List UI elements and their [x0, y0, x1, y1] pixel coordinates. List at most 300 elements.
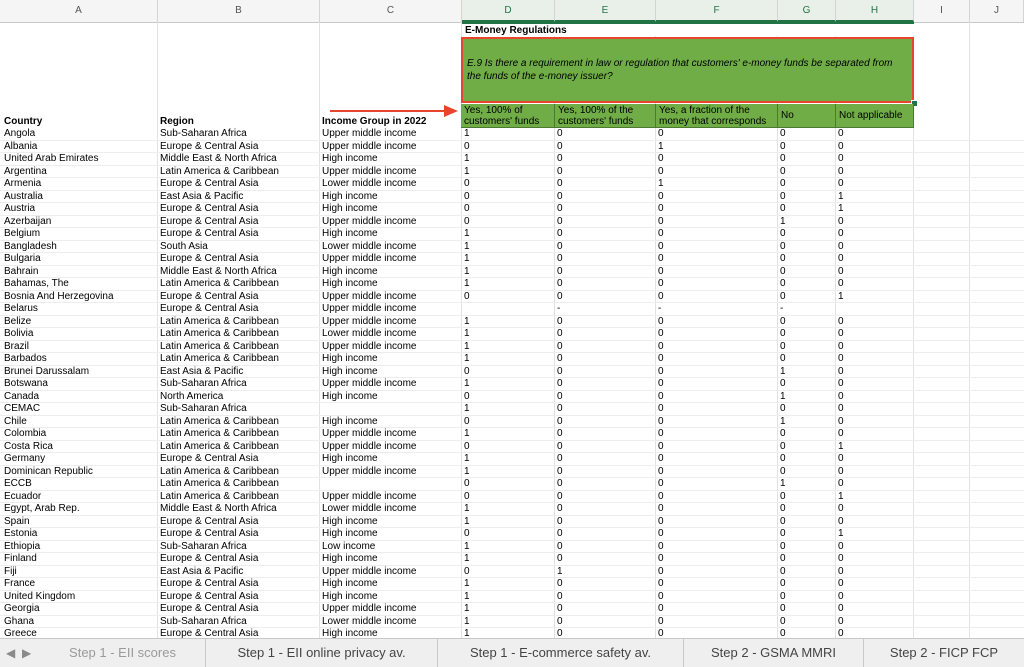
cell-no[interactable]: 0 — [780, 153, 786, 164]
cell-yes-100-customers[interactable]: 1 — [464, 603, 470, 614]
cell-yes-fraction[interactable]: 0 — [658, 228, 664, 239]
tab-scroll-right-icon[interactable]: ▶ — [22, 646, 32, 660]
cell-region[interactable]: Europe & Central Asia — [160, 515, 259, 527]
cell-no[interactable]: 0 — [780, 615, 786, 627]
cell-country[interactable]: Belize — [4, 315, 32, 327]
cell-yes-100-customers[interactable]: 1 — [464, 428, 470, 439]
cell-income-group[interactable]: High income — [322, 515, 378, 527]
cell-region[interactable]: Latin America & Caribbean — [160, 478, 279, 489]
cell-no[interactable]: 0 — [780, 403, 786, 414]
cell-income-group[interactable]: High income — [322, 203, 378, 214]
cell-yes-fraction[interactable]: 0 — [658, 353, 664, 364]
cell-income-group[interactable]: Upper middle income — [322, 253, 417, 264]
cell-yes-100-customers[interactable]: 0 — [464, 478, 470, 489]
cell-no[interactable]: 0 — [780, 278, 786, 289]
cell-yes-100-customers[interactable]: 1 — [464, 340, 470, 352]
cell-region[interactable]: Europe & Central Asia — [160, 253, 259, 264]
cell-yes-100-customers[interactable]: 0 — [464, 215, 470, 227]
cell-no[interactable]: 0 — [780, 228, 786, 239]
cell-country[interactable]: Ghana — [4, 615, 35, 627]
cell-not-applicable[interactable]: 0 — [838, 178, 844, 189]
cell-not-applicable[interactable]: 0 — [838, 140, 844, 152]
cell-no[interactable]: 0 — [780, 440, 786, 452]
cell-yes-100-the-customers[interactable]: 0 — [557, 465, 563, 477]
cell-yes-100-the-customers[interactable]: 0 — [557, 315, 563, 327]
cell-country[interactable]: Australia — [4, 190, 43, 202]
cell-region[interactable]: Europe & Central Asia — [160, 453, 259, 464]
cell-yes-fraction[interactable]: 0 — [658, 465, 664, 477]
cell-income-group[interactable]: High income — [322, 390, 378, 402]
cell-no[interactable]: 0 — [780, 315, 786, 327]
header-income-group[interactable]: Income Group in 2022 — [322, 116, 427, 127]
cell-yes-100-the-customers[interactable]: 0 — [557, 453, 563, 464]
cell-yes-100-the-customers[interactable]: 0 — [557, 528, 563, 539]
cell-region[interactable]: Middle East & North Africa — [160, 153, 277, 164]
cell-not-applicable[interactable]: 0 — [838, 278, 844, 289]
cell-not-applicable[interactable]: 1 — [838, 290, 844, 302]
cell-yes-100-the-customers[interactable]: 0 — [557, 478, 563, 489]
cell-yes-100-the-customers[interactable]: 0 — [557, 378, 563, 389]
cell-yes-100-the-customers[interactable]: 0 — [557, 503, 563, 514]
cell-yes-100-the-customers[interactable]: 0 — [557, 253, 563, 264]
cell-yes-fraction[interactable]: 0 — [658, 553, 664, 564]
cell-region[interactable]: Sub-Saharan Africa — [160, 378, 247, 389]
cell-no[interactable]: 0 — [780, 465, 786, 477]
cell-not-applicable[interactable]: 0 — [838, 165, 844, 177]
cell-not-applicable[interactable]: 0 — [838, 340, 844, 352]
cell-yes-100-customers[interactable]: 1 — [464, 128, 470, 139]
cell-yes-100-customers[interactable]: 1 — [464, 228, 470, 239]
cell-income-group[interactable]: Lower middle income — [322, 615, 417, 627]
cell-income-group[interactable]: High income — [322, 453, 378, 464]
cell-not-applicable[interactable]: 1 — [838, 190, 844, 202]
cell-country[interactable]: Argentina — [4, 165, 47, 177]
cell-income-group[interactable]: High income — [322, 553, 378, 564]
option-header-not-applicable[interactable]: Not applicable — [836, 104, 914, 128]
cell-yes-100-customers[interactable]: 1 — [464, 328, 470, 339]
cell-yes-100-customers[interactable]: 0 — [464, 190, 470, 202]
cell-yes-100-customers[interactable]: 1 — [464, 265, 470, 277]
column-header-e[interactable]: E — [555, 0, 656, 22]
cell-country[interactable]: Bolivia — [4, 328, 34, 339]
cell-income-group[interactable]: Upper middle income — [322, 140, 417, 152]
cell-country[interactable]: Dominican Republic — [4, 465, 93, 477]
cell-country[interactable]: ECCB — [4, 478, 32, 489]
cell-no[interactable]: 0 — [780, 528, 786, 539]
sheet-tab-eii-online-privacy[interactable]: Step 1 - EII online privacy av. — [206, 639, 438, 667]
cell-yes-fraction[interactable]: 0 — [658, 378, 664, 389]
cell-country[interactable]: Ecuador — [4, 490, 42, 502]
cell-income-group[interactable]: Upper middle income — [322, 603, 417, 614]
sheet-tab-gsma-mmri[interactable]: Step 2 - GSMA MMRI — [684, 639, 864, 667]
cell-country[interactable]: France — [4, 578, 36, 589]
cell-yes-100-customers[interactable]: 0 — [464, 440, 470, 452]
cell-yes-100-customers[interactable]: 1 — [464, 553, 470, 564]
cell-yes-100-customers[interactable]: 0 — [464, 528, 470, 539]
cell-not-applicable[interactable]: 0 — [838, 565, 844, 577]
cell-yes-100-the-customers[interactable]: 0 — [557, 340, 563, 352]
cell-region[interactable]: Latin America & Caribbean — [160, 415, 279, 427]
cell-region[interactable]: Europe & Central Asia — [160, 228, 259, 239]
option-header-yes-fraction[interactable]: Yes, a fraction of the money that corresponds — [656, 104, 778, 128]
column-header-d[interactable]: D — [462, 0, 555, 22]
cell-yes-fraction[interactable]: 0 — [658, 278, 664, 289]
cell-income-group[interactable]: Low income — [322, 540, 376, 552]
cell-yes-fraction[interactable]: 0 — [658, 403, 664, 414]
cell-income-group[interactable]: Upper middle income — [322, 165, 417, 177]
cell-no[interactable]: 0 — [780, 240, 786, 252]
cell-not-applicable[interactable]: 0 — [838, 328, 844, 339]
cell-not-applicable[interactable]: 0 — [838, 603, 844, 614]
cell-no[interactable]: 0 — [780, 515, 786, 527]
cell-yes-100-customers[interactable]: 0 — [464, 390, 470, 402]
cell-no[interactable]: 0 — [780, 603, 786, 614]
cell-income-group[interactable]: High income — [322, 528, 378, 539]
cell-no[interactable]: 0 — [780, 565, 786, 577]
cell-region[interactable]: Middle East & North Africa — [160, 265, 277, 277]
header-region[interactable]: Region — [160, 116, 194, 127]
cell-yes-fraction[interactable]: 0 — [658, 390, 664, 402]
cell-region[interactable]: Europe & Central Asia — [160, 590, 259, 602]
cell-no[interactable]: 0 — [780, 353, 786, 364]
cell-region[interactable]: Europe & Central Asia — [160, 628, 259, 638]
cell-country[interactable]: Fiji — [4, 565, 17, 577]
cell-yes-100-customers[interactable]: 1 — [464, 590, 470, 602]
cell-not-applicable[interactable]: 0 — [838, 503, 844, 514]
cell-yes-fraction[interactable]: 0 — [658, 478, 664, 489]
cell-yes-fraction[interactable]: - — [658, 303, 662, 314]
cell-income-group[interactable]: High income — [322, 353, 378, 364]
cell-income-group[interactable]: Lower middle income — [322, 178, 417, 189]
cell-yes-100-customers[interactable]: 0 — [464, 565, 470, 577]
cell-no[interactable]: 0 — [780, 128, 786, 139]
cell-yes-100-customers[interactable]: 1 — [464, 515, 470, 527]
cell-yes-100-the-customers[interactable]: 0 — [557, 490, 563, 502]
cell-country[interactable]: Chile — [4, 415, 27, 427]
cell-no[interactable]: 1 — [780, 415, 786, 427]
cell-region[interactable]: Latin America & Caribbean — [160, 328, 279, 339]
cell-yes-100-customers[interactable]: 0 — [464, 415, 470, 427]
cell-country[interactable]: Finland — [4, 553, 37, 564]
cell-yes-100-customers[interactable]: 0 — [464, 290, 470, 302]
cell-region[interactable]: East Asia & Pacific — [160, 190, 244, 202]
cell-region[interactable]: Sub-Saharan Africa — [160, 403, 247, 414]
cell-region[interactable]: Middle East & North Africa — [160, 503, 277, 514]
cell-country[interactable]: Barbados — [4, 353, 47, 364]
cell-income-group[interactable]: Upper middle income — [322, 465, 417, 477]
cell-yes-100-the-customers[interactable]: 0 — [557, 615, 563, 627]
cell-country[interactable]: Angola — [4, 128, 36, 139]
cell-country[interactable]: United Arab Emirates — [4, 153, 99, 164]
cell-not-applicable[interactable]: 0 — [838, 315, 844, 327]
cell-yes-100-the-customers[interactable]: 0 — [557, 328, 563, 339]
cell-region[interactable]: North America — [160, 390, 224, 402]
cell-yes-fraction[interactable]: 0 — [658, 565, 664, 577]
cell-region[interactable]: Europe & Central Asia — [160, 215, 259, 227]
cell-country[interactable]: Belgium — [4, 228, 41, 239]
cell-yes-100-the-customers[interactable]: 0 — [557, 240, 563, 252]
cell-country[interactable]: Bahamas, The — [4, 278, 69, 289]
cell-not-applicable[interactable]: 0 — [838, 378, 844, 389]
cell-not-applicable[interactable]: 0 — [838, 615, 844, 627]
cell-region[interactable]: Europe & Central Asia — [160, 290, 259, 302]
cell-yes-fraction[interactable]: 0 — [658, 590, 664, 602]
emoney-regulations-title[interactable]: E-Money Regulations — [462, 22, 914, 36]
cell-country[interactable]: Brunei Darussalam — [4, 365, 90, 377]
cell-country[interactable]: CEMAC — [4, 403, 41, 414]
cell-yes-100-the-customers[interactable]: 0 — [557, 190, 563, 202]
cell-country[interactable]: Spain — [4, 515, 30, 527]
cell-not-applicable[interactable]: 0 — [838, 465, 844, 477]
cell-yes-100-customers[interactable]: 1 — [464, 628, 470, 638]
cell-not-applicable[interactable]: 0 — [838, 265, 844, 277]
cell-yes-100-the-customers[interactable]: 0 — [557, 415, 563, 427]
cell-no[interactable]: 1 — [780, 478, 786, 489]
cell-income-group[interactable]: Upper middle income — [322, 490, 417, 502]
header-country[interactable]: Country — [4, 116, 43, 127]
cell-not-applicable[interactable]: 0 — [838, 128, 844, 139]
cell-no[interactable]: 0 — [780, 140, 786, 152]
cell-income-group[interactable]: Upper middle income — [322, 378, 417, 389]
cell-country[interactable]: Bulgaria — [4, 253, 41, 264]
cell-yes-100-the-customers[interactable]: 0 — [557, 540, 563, 552]
cell-yes-100-customers[interactable]: 0 — [464, 490, 470, 502]
option-header-yes-100-the-customers[interactable]: Yes, 100% of the customers' funds — [555, 104, 656, 128]
cell-income-group[interactable]: High income — [322, 190, 378, 202]
cell-not-applicable[interactable]: 0 — [838, 353, 844, 364]
cell-yes-fraction[interactable]: 0 — [658, 153, 664, 164]
cell-yes-fraction[interactable]: 0 — [658, 265, 664, 277]
cell-not-applicable[interactable]: 0 — [838, 428, 844, 439]
cell-yes-100-the-customers[interactable]: 1 — [557, 565, 563, 577]
cell-income-group[interactable]: High income — [322, 628, 378, 638]
cell-yes-100-customers[interactable]: 1 — [464, 315, 470, 327]
cell-yes-100-the-customers[interactable]: 0 — [557, 403, 563, 414]
cell-yes-100-the-customers[interactable]: 0 — [557, 178, 563, 189]
cell-yes-fraction[interactable]: 0 — [658, 540, 664, 552]
cell-country[interactable]: Azerbaijan — [4, 215, 52, 227]
cell-region[interactable]: Sub-Saharan Africa — [160, 128, 247, 139]
cell-yes-100-customers[interactable]: 1 — [464, 165, 470, 177]
cell-yes-100-the-customers[interactable]: 0 — [557, 590, 563, 602]
cell-no[interactable]: 0 — [780, 578, 786, 589]
cell-yes-fraction[interactable]: 0 — [658, 128, 664, 139]
cell-yes-100-the-customers[interactable]: 0 — [557, 278, 563, 289]
sheet-tab-ficp-fcp[interactable]: Step 2 - FICP FCP — [889, 645, 999, 660]
cell-region[interactable]: Latin America & Caribbean — [160, 278, 279, 289]
cell-region[interactable]: East Asia & Pacific — [160, 365, 244, 377]
cell-no[interactable]: 0 — [780, 540, 786, 552]
cell-country[interactable]: Bahrain — [4, 265, 39, 277]
column-header-b[interactable]: B — [158, 0, 320, 22]
cell-yes-100-the-customers[interactable]: 0 — [557, 578, 563, 589]
question-cell-selected[interactable]: E.9 Is there a requirement in law or regulation that customers' e-money funds be separated from the funds of the e-money issuer? — [461, 37, 914, 103]
cell-yes-100-the-customers[interactable]: 0 — [557, 165, 563, 177]
cell-yes-fraction[interactable]: 0 — [658, 440, 664, 452]
cell-income-group[interactable]: High income — [322, 265, 378, 277]
cell-region[interactable]: Europe & Central Asia — [160, 528, 259, 539]
cell-no[interactable]: 0 — [780, 290, 786, 302]
cell-yes-100-the-customers[interactable]: 0 — [557, 128, 563, 139]
cell-income-group[interactable]: Upper middle income — [322, 303, 417, 314]
cell-yes-100-the-customers[interactable]: 0 — [557, 353, 563, 364]
cell-country[interactable]: United Kingdom — [4, 590, 76, 602]
cell-no[interactable]: 0 — [780, 490, 786, 502]
cell-income-group[interactable]: Upper middle income — [322, 340, 417, 352]
cell-income-group[interactable]: High income — [322, 415, 378, 427]
cell-not-applicable[interactable]: 0 — [838, 590, 844, 602]
cell-yes-fraction[interactable]: 0 — [658, 190, 664, 202]
cell-region[interactable]: Europe & Central Asia — [160, 178, 259, 189]
cell-income-group[interactable]: High income — [322, 228, 378, 239]
cell-not-applicable[interactable]: 0 — [838, 553, 844, 564]
cell-region[interactable]: Latin America & Caribbean — [160, 165, 279, 177]
cell-no[interactable]: 0 — [780, 190, 786, 202]
cell-region[interactable]: Latin America & Caribbean — [160, 428, 279, 439]
cell-country[interactable]: Colombia — [4, 428, 47, 439]
cell-yes-100-customers[interactable]: 1 — [464, 403, 470, 414]
cell-no[interactable]: 0 — [780, 253, 786, 264]
cell-yes-fraction[interactable]: 0 — [658, 290, 664, 302]
cell-yes-100-the-customers[interactable]: 0 — [557, 365, 563, 377]
cell-no[interactable]: 1 — [780, 365, 786, 377]
spreadsheet-grid[interactable] — [0, 22, 1024, 638]
cell-country[interactable]: Botswana — [4, 378, 48, 389]
cell-region[interactable]: Latin America & Caribbean — [160, 340, 279, 352]
cell-yes-fraction[interactable]: 1 — [658, 178, 664, 189]
cell-region[interactable]: Latin America & Caribbean — [160, 465, 279, 477]
cell-yes-100-customers[interactable]: 1 — [464, 353, 470, 364]
column-header-c[interactable]: C — [320, 0, 462, 22]
cell-country[interactable]: Albania — [4, 140, 38, 152]
cell-yes-100-customers[interactable]: 1 — [464, 253, 470, 264]
cell-not-applicable[interactable]: 0 — [838, 478, 844, 489]
cell-yes-fraction[interactable]: 0 — [658, 428, 664, 439]
cell-yes-100-the-customers[interactable]: 0 — [557, 515, 563, 527]
cell-not-applicable[interactable]: 0 — [838, 390, 844, 402]
cell-yes-100-customers[interactable]: 1 — [464, 503, 470, 514]
cell-not-applicable[interactable]: 0 — [838, 403, 844, 414]
cell-region[interactable]: Europe & Central Asia — [160, 578, 259, 589]
cell-no[interactable]: - — [780, 303, 784, 314]
cell-yes-100-the-customers[interactable]: - — [557, 303, 561, 314]
cell-country[interactable]: Belarus — [4, 303, 38, 314]
cell-yes-100-customers[interactable]: 0 — [464, 140, 470, 152]
cell-region[interactable]: Latin America & Caribbean — [160, 440, 279, 452]
cell-income-group[interactable]: Upper middle income — [322, 565, 417, 577]
option-header-no[interactable]: No — [778, 104, 836, 128]
cell-yes-fraction[interactable]: 0 — [658, 603, 664, 614]
cell-yes-fraction[interactable]: 0 — [658, 578, 664, 589]
cell-yes-100-the-customers[interactable]: 0 — [557, 290, 563, 302]
cell-country[interactable]: Costa Rica — [4, 440, 53, 452]
cell-yes-fraction[interactable]: 0 — [658, 165, 664, 177]
cell-yes-fraction[interactable]: 1 — [658, 140, 664, 152]
cell-yes-fraction[interactable]: 0 — [658, 203, 664, 214]
cell-yes-100-the-customers[interactable]: 0 — [557, 265, 563, 277]
cell-region[interactable]: Sub-Saharan Africa — [160, 615, 247, 627]
cell-region[interactable]: Europe & Central Asia — [160, 140, 259, 152]
cell-income-group[interactable]: Upper middle income — [322, 290, 417, 302]
cell-yes-fraction[interactable]: 0 — [658, 365, 664, 377]
cell-yes-fraction[interactable]: 0 — [658, 315, 664, 327]
cell-yes-100-customers[interactable]: 1 — [464, 540, 470, 552]
cell-no[interactable]: 0 — [780, 178, 786, 189]
cell-no[interactable]: 0 — [780, 203, 786, 214]
cell-income-group[interactable]: Lower middle income — [322, 503, 417, 514]
cell-yes-100-the-customers[interactable]: 0 — [557, 553, 563, 564]
cell-no[interactable]: 0 — [780, 265, 786, 277]
cell-country[interactable]: Germany — [4, 453, 46, 464]
cell-yes-100-customers[interactable]: 1 — [464, 153, 470, 164]
cell-yes-100-the-customers[interactable]: 0 — [557, 603, 563, 614]
cell-yes-100-customers[interactable]: 0 — [464, 178, 470, 189]
cell-yes-100-customers[interactable]: 1 — [464, 453, 470, 464]
cell-yes-fraction[interactable]: 0 — [658, 515, 664, 527]
cell-no[interactable]: 0 — [780, 628, 786, 638]
cell-country[interactable]: Canada — [4, 390, 40, 402]
cell-yes-fraction[interactable]: 0 — [658, 253, 664, 264]
cell-yes-100-the-customers[interactable]: 0 — [557, 215, 563, 227]
cell-no[interactable]: 0 — [780, 165, 786, 177]
cell-not-applicable[interactable]: 0 — [838, 228, 844, 239]
cell-no[interactable]: 0 — [780, 503, 786, 514]
cell-not-applicable[interactable]: 1 — [838, 440, 844, 452]
cell-yes-100-customers[interactable]: 1 — [464, 578, 470, 589]
cell-not-applicable[interactable]: 0 — [838, 578, 844, 589]
cell-income-group[interactable]: High income — [322, 590, 378, 602]
cell-region[interactable]: South Asia — [160, 240, 208, 252]
cell-no[interactable]: 0 — [780, 553, 786, 564]
cell-yes-100-the-customers[interactable]: 0 — [557, 628, 563, 638]
cell-region[interactable]: Europe & Central Asia — [160, 203, 259, 214]
cell-not-applicable[interactable]: 1 — [838, 203, 844, 214]
cell-not-applicable[interactable]: 0 — [838, 540, 844, 552]
cell-yes-100-the-customers[interactable]: 0 — [557, 153, 563, 164]
cell-country[interactable]: Bangladesh — [4, 240, 57, 252]
cell-country[interactable]: Georgia — [4, 603, 40, 614]
cell-region[interactable]: Latin America & Caribbean — [160, 490, 279, 502]
cell-no[interactable]: 0 — [780, 340, 786, 352]
option-header-yes-100-customers[interactable]: Yes, 100% of customers' funds — [461, 104, 555, 128]
cell-not-applicable[interactable]: 0 — [838, 628, 844, 638]
cell-yes-fraction[interactable]: 0 — [658, 490, 664, 502]
cell-yes-100-customers[interactable]: 1 — [464, 615, 470, 627]
cell-region[interactable]: East Asia & Pacific — [160, 565, 244, 577]
cell-yes-fraction[interactable]: 0 — [658, 215, 664, 227]
cell-yes-100-the-customers[interactable]: 0 — [557, 428, 563, 439]
cell-not-applicable[interactable]: 0 — [838, 253, 844, 264]
cell-no[interactable]: 1 — [780, 390, 786, 402]
cell-income-group[interactable]: Lower middle income — [322, 240, 417, 252]
cell-income-group[interactable]: Upper middle income — [322, 440, 417, 452]
cell-country[interactable]: Greece — [4, 628, 37, 638]
cell-country[interactable]: Brazil — [4, 340, 30, 352]
cell-yes-fraction[interactable]: 0 — [658, 240, 664, 252]
cell-not-applicable[interactable]: 0 — [838, 215, 844, 227]
cell-region[interactable]: Sub-Saharan Africa — [160, 540, 247, 552]
tab-scroll-left-icon[interactable]: ◀ — [6, 646, 16, 660]
cell-yes-fraction[interactable]: 0 — [658, 628, 664, 638]
cell-region[interactable]: Europe & Central Asia — [160, 603, 259, 614]
cell-income-group[interactable]: Upper middle income — [322, 315, 417, 327]
cell-yes-fraction[interactable]: 0 — [658, 415, 664, 427]
cell-yes-100-the-customers[interactable]: 0 — [557, 140, 563, 152]
cell-income-group[interactable]: High income — [322, 278, 378, 289]
cell-no[interactable]: 0 — [780, 328, 786, 339]
cell-country[interactable]: Armenia — [4, 178, 42, 189]
cell-no[interactable]: 1 — [780, 215, 786, 227]
